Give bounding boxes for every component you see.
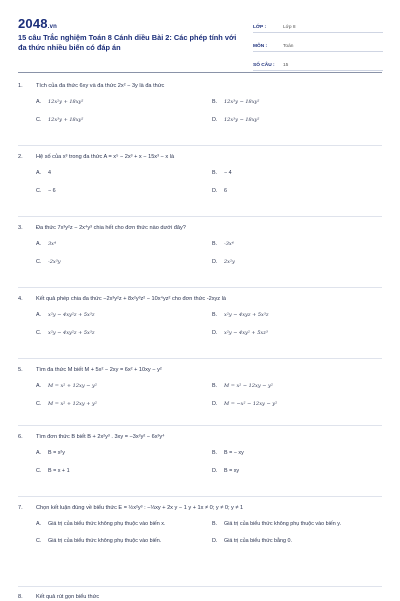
option-d[interactable] bbox=[212, 401, 382, 409]
option-b[interactable] bbox=[212, 312, 382, 320]
option-letter: B. bbox=[212, 241, 218, 247]
option-text: x²y − 4xy²z + 5x³z bbox=[48, 329, 95, 336]
question-number: 2. bbox=[18, 154, 23, 160]
option-letter: C. bbox=[36, 187, 42, 194]
option-letter: D. bbox=[212, 116, 218, 123]
option-b[interactable] bbox=[212, 241, 382, 249]
option-text: − 4 bbox=[224, 170, 232, 176]
option-text: x²y − 4xy²z + 5x³z bbox=[48, 312, 95, 318]
option-a[interactable] bbox=[36, 241, 206, 249]
option-letter: A. bbox=[36, 99, 42, 105]
option-text: -2x³y bbox=[48, 258, 61, 265]
option-text: M = x² + 12xy + y² bbox=[48, 400, 97, 407]
option-a[interactable] bbox=[36, 383, 206, 391]
option-d[interactable] bbox=[212, 259, 382, 267]
question-divider bbox=[18, 425, 382, 426]
question-text: Kết quả rút gọn biểu thức bbox=[36, 594, 100, 600]
question-text: Đa thức 7x³y²z − 2x⁴y³ chia hết cho đơn thức nào dưới đây? bbox=[36, 225, 186, 231]
question-divider bbox=[18, 287, 382, 288]
question-4 bbox=[18, 295, 382, 337]
option-d[interactable] bbox=[212, 538, 382, 546]
question-3 bbox=[18, 224, 382, 266]
option-letter: B. bbox=[212, 383, 218, 389]
option-letter: A. bbox=[36, 241, 42, 247]
option-text: 2x²y bbox=[224, 258, 235, 265]
option-a[interactable] bbox=[36, 312, 206, 320]
meta-row-count bbox=[253, 54, 383, 71]
question-text: Hệ số của x³ trong đa thức A = x⁵ − 2x³ + x − 15x³ − x là bbox=[36, 154, 175, 160]
option-text: 12x³y − 18xy² bbox=[224, 99, 260, 105]
question-number: 6. bbox=[18, 434, 23, 440]
question-divider bbox=[18, 496, 382, 497]
option-letter: B. bbox=[212, 99, 218, 105]
option-letter: A. bbox=[36, 383, 42, 389]
question-text: Tìm đa thức M biết M + 5x² − 2xy = 6x² + 10xy − y² bbox=[36, 367, 162, 373]
option-letter: C. bbox=[36, 400, 42, 407]
option-text: B = x + 1 bbox=[48, 467, 70, 474]
option-text: 12x³y − 18xy² bbox=[224, 116, 260, 123]
option-letter: A. bbox=[36, 450, 42, 456]
option-text: Giá trị của biểu thức không phụ thuộc vào biến. bbox=[48, 537, 162, 544]
option-d[interactable] bbox=[212, 117, 382, 125]
option-b[interactable] bbox=[212, 450, 382, 458]
site-logo[interactable] bbox=[18, 16, 57, 31]
meta-box bbox=[253, 16, 383, 73]
option-text: 12x²y + 18xy² bbox=[48, 99, 84, 105]
option-text: M = x² − 12xy − y² bbox=[224, 383, 273, 389]
option-c[interactable] bbox=[36, 538, 206, 546]
option-letter: B. bbox=[212, 170, 218, 176]
meta-value-subject: Toán bbox=[283, 44, 294, 49]
option-text: − 6 bbox=[48, 187, 56, 194]
option-b[interactable] bbox=[212, 170, 382, 178]
option-letter: C. bbox=[36, 467, 42, 474]
option-text: 4 bbox=[48, 170, 51, 176]
option-text: M = x² + 12xy − y² bbox=[48, 383, 97, 389]
question-divider bbox=[18, 586, 382, 587]
option-letter: A. bbox=[36, 521, 42, 527]
meta-label-subject: MÔN : bbox=[253, 44, 268, 49]
option-d[interactable] bbox=[212, 330, 382, 338]
option-d[interactable] bbox=[212, 188, 382, 196]
option-b[interactable] bbox=[212, 99, 382, 107]
question-text: Kết quả phép chia đa thức −2x³y²z + 8x²y³z² − 10x⁴yz² cho đơn thức -2xyz là bbox=[36, 296, 227, 302]
option-d[interactable] bbox=[212, 468, 382, 476]
option-a[interactable] bbox=[36, 170, 206, 178]
option-b[interactable] bbox=[212, 383, 382, 391]
question-number: 3. bbox=[18, 225, 23, 231]
question-divider bbox=[18, 145, 382, 146]
question-7 bbox=[18, 504, 382, 545]
option-letter: D. bbox=[212, 537, 218, 544]
option-text: 12x³y + 18xy² bbox=[48, 116, 84, 123]
option-text: Giá trị của biểu thức không phụ thuộc vào biến y. bbox=[224, 521, 342, 527]
header-divider bbox=[18, 72, 382, 73]
option-letter: C. bbox=[36, 258, 42, 265]
logo-suffix: .vn bbox=[47, 24, 58, 30]
option-letter: A. bbox=[36, 312, 42, 318]
option-c[interactable] bbox=[36, 401, 206, 409]
option-letter: B. bbox=[212, 312, 218, 318]
logo-text: 2048 bbox=[18, 16, 48, 31]
option-letter: D. bbox=[212, 187, 218, 194]
meta-label-count: SỐ CÂU : bbox=[253, 63, 275, 68]
meta-row-subject bbox=[253, 35, 383, 52]
option-text: B = x²y bbox=[48, 450, 65, 456]
meta-value-count: 15 bbox=[283, 63, 289, 68]
question-6 bbox=[18, 433, 382, 475]
option-text: Giá trị của biểu thức không phụ thuộc vào biến x. bbox=[48, 521, 166, 527]
question-text: Chọn kết luận đúng về biểu thức E = ½x²y³ : −⅓xy + 2x y − 1 y + 1x ≠ 0; y ≠ 0; y ≠ 1 bbox=[36, 505, 244, 511]
option-text: 3x⁴ bbox=[48, 241, 57, 247]
option-text: B = xy bbox=[224, 467, 240, 474]
option-text: x²y − 4xy² + 5xz³ bbox=[224, 329, 268, 336]
page-title: 15 câu Trắc nghiệm Toán 8 Cánh diều Bài 2: Các phép tính với đa thức nhiều biến có đáp án bbox=[18, 33, 237, 52]
option-text: M = −x² − 12xy − y² bbox=[224, 400, 278, 407]
option-a[interactable] bbox=[36, 450, 206, 458]
question-number: 5. bbox=[18, 367, 23, 373]
option-letter: B. bbox=[212, 450, 218, 456]
option-c[interactable] bbox=[36, 188, 206, 196]
option-letter: D. bbox=[212, 400, 218, 407]
option-letter: C. bbox=[36, 116, 42, 123]
question-number: 8. bbox=[18, 594, 23, 600]
option-letter: A. bbox=[36, 170, 42, 176]
option-c[interactable] bbox=[36, 468, 206, 476]
option-text: x²y − 4xyz + 5x³z bbox=[224, 312, 269, 318]
question-text: Tìm đơn thức B biết B + 2x²y³ . 3xy = −3x²y² − 6x³y⁴ bbox=[36, 434, 165, 440]
option-a[interactable] bbox=[36, 521, 206, 529]
question-text: Tích của đa thức 6xy và đa thức 2x² − 3y là đa thức bbox=[36, 83, 165, 89]
option-text: Giá trị của biểu thức bằng 0. bbox=[224, 537, 293, 544]
option-letter: C. bbox=[36, 329, 42, 336]
option-letter: B. bbox=[212, 521, 218, 527]
question-divider bbox=[18, 358, 382, 359]
meta-value-class: Lớp 8 bbox=[283, 25, 296, 30]
meta-label-class: LỚP : bbox=[253, 25, 267, 30]
option-b[interactable] bbox=[212, 521, 382, 529]
option-c[interactable] bbox=[36, 259, 206, 267]
question-2 bbox=[18, 153, 382, 195]
option-text: 6 bbox=[224, 187, 227, 194]
question-number: 4. bbox=[18, 296, 23, 302]
option-letter: D. bbox=[212, 329, 218, 336]
option-letter: D. bbox=[212, 258, 218, 265]
option-text: -3x⁴ bbox=[224, 241, 234, 247]
question-divider bbox=[18, 216, 382, 217]
meta-row-class bbox=[253, 16, 383, 33]
question-number: 7. bbox=[18, 505, 23, 511]
option-text: B = − xy bbox=[224, 450, 244, 456]
option-c[interactable] bbox=[36, 330, 206, 338]
option-letter: D. bbox=[212, 467, 218, 474]
question-1 bbox=[18, 82, 382, 124]
option-c[interactable] bbox=[36, 117, 206, 125]
question-number: 1. bbox=[18, 83, 23, 89]
option-letter: C. bbox=[36, 537, 42, 544]
question-5 bbox=[18, 366, 382, 408]
option-a[interactable] bbox=[36, 99, 206, 107]
